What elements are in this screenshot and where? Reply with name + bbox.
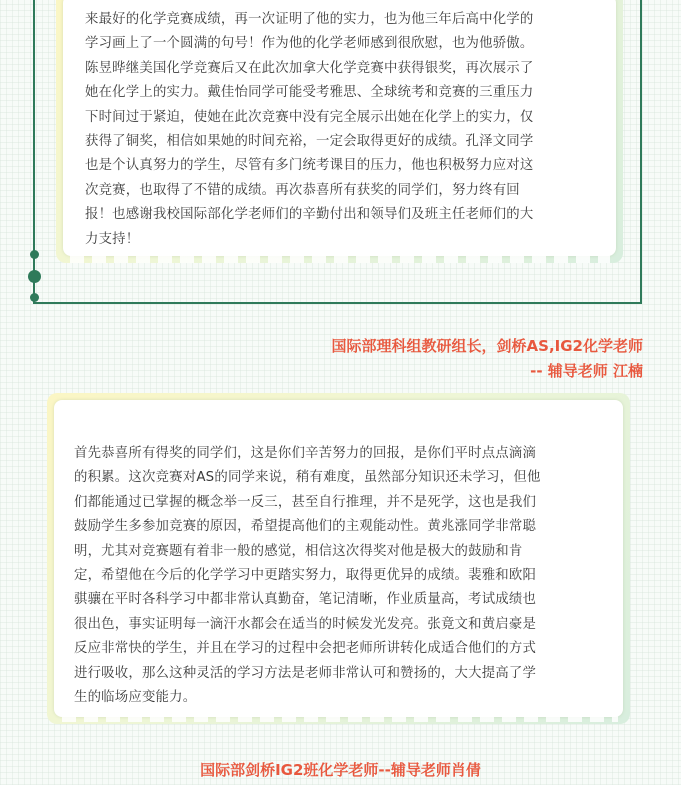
comment-card-1-text xyxy=(85,8,600,252)
card1-line: 力支持！ xyxy=(85,231,140,247)
card1-line: 她在化学上的实力。戴佳怡同学可能受考雅思、全球统考和竞赛的三重压力 xyxy=(85,85,534,101)
card1-line: 获得了铜奖，相信如果她的时间充裕，一定会取得更好的成绩。孔泽文同学 xyxy=(85,134,534,150)
signature-1-name: -- 辅导老师 江楠 xyxy=(530,362,643,380)
comment-card-1-inner xyxy=(63,0,616,256)
comment-card-2-inner xyxy=(54,400,623,717)
comment-card-2 xyxy=(47,393,630,724)
card-1-bottom-dashes xyxy=(70,253,610,263)
card1-line: 次竞赛，也取得了不错的成绩。再次恭喜所有获奖的同学们，努力终有回 xyxy=(85,182,520,198)
signature-2: 国际部剑桥IG2班化学老师--辅导老师肖倩 xyxy=(200,761,481,779)
frame-line-right xyxy=(640,0,642,304)
card2-line: 定，希望他在今后的化学学习中更踏实努力，取得更优异的成绩。裴雅和欧阳 xyxy=(74,568,537,584)
frame-dot-middle xyxy=(28,270,41,283)
comment-card-2-text xyxy=(74,442,605,710)
card2-line: 明，尤其对竞赛题有着非一般的感觉，相信这次得奖对他是极大的鼓励和肯 xyxy=(74,543,523,559)
card2-line: 生的临场应变能力。 xyxy=(74,690,197,706)
card2-line: 进行吸收，那么这种灵活的学习方法是老师非常认可和赞扬的，大大提高了学 xyxy=(74,665,537,681)
card-2-bottom-dashes xyxy=(62,712,618,722)
frame-dot-top xyxy=(30,250,39,259)
card1-line: 来最好的化学竞赛成绩，再一次证明了他的实力，也为他三年后高中化学的 xyxy=(85,12,534,27)
card2-line: 们都能通过已掌握的概念举一反三，甚至自行推理，并不是死学，这也是我们 xyxy=(74,494,537,510)
card1-line: 学习画上了一个圆满的句号！作为他的化学老师感到很欣慰，也为他骄傲。 xyxy=(85,36,534,52)
card2-line: 反应非常快的学生，并且在学习的过程中会把老师所讲转化成适合他们的方式 xyxy=(74,641,537,657)
signature-1-title: 国际部理科组教研组长，剑桥AS,IG2化学老师 xyxy=(331,337,643,355)
card2-line: 鼓励学生多参加竞赛的原因，希望提高他们的主观能动性。黄兆涨同学非常聪 xyxy=(74,519,537,535)
card1-line: 陈昱晔继美国化学竞赛后又在此次加拿大化学竞赛中获得银奖，再次展示了 xyxy=(85,60,534,76)
card2-line: 的积累。这次竞赛对AS的同学来说，稍有难度，虽然部分知识还未学习，但他 xyxy=(74,470,541,486)
card1-line: 下时间过于紧迫，使她在此次竞赛中没有完全展示出她在化学上的实力，仅 xyxy=(85,109,534,125)
card1-line: 报！也感谢我校国际部化学老师们的辛勤付出和领导们及班主任老师们的大 xyxy=(85,207,534,223)
comment-card-1 xyxy=(56,0,623,263)
card2-line: 很出色，事实证明每一滴汗水都会在适当的时候发光发亮。张竟文和黄启豪是 xyxy=(74,616,537,632)
card2-line: 首先恭喜所有得奖的同学们，这是你们辛苦努力的回报，是你们平时点点滴滴 xyxy=(74,446,537,461)
card1-line: 也是个认真努力的学生，尽管有多门统考课目的压力，他也积极努力应对这 xyxy=(85,158,534,174)
card2-line: 骐骧在平时各科学习中都非常认真勤奋，笔记清晰，作业质量高，考试成绩也 xyxy=(74,592,537,608)
frame-dot-bottom xyxy=(30,293,39,302)
frame-line-bottom xyxy=(33,302,642,304)
